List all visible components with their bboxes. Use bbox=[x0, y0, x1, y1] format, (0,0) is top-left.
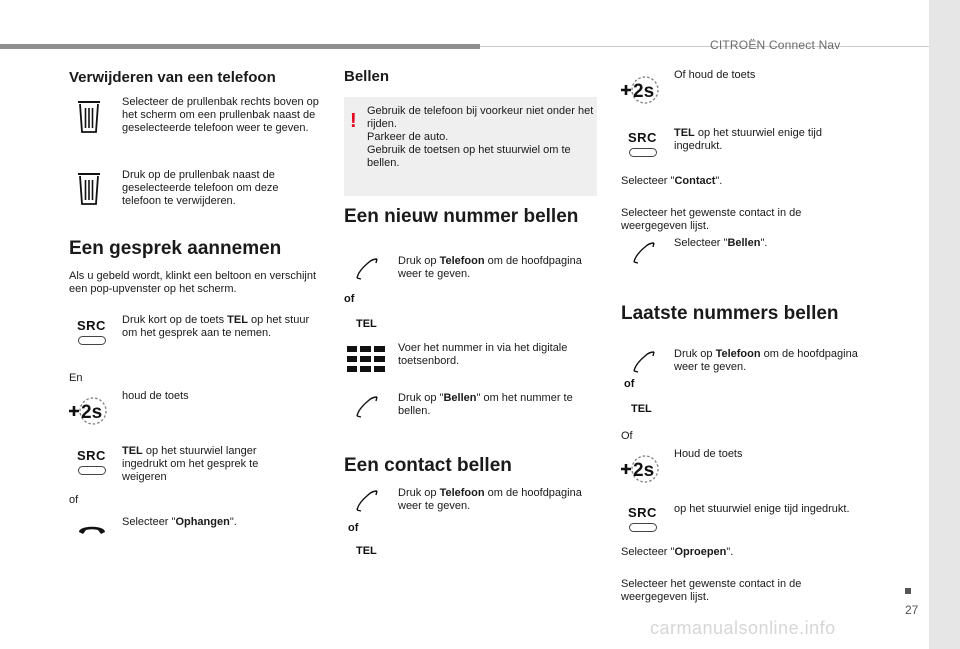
answer-intro: Als u gebeld wordt, klinkt een beltoon en verschijnt een pop-upvenster op het scherm. bbox=[69, 270, 317, 295]
section-title-answer-call: Een gesprek aannemen bbox=[69, 238, 282, 259]
hold-2s-icon bbox=[619, 75, 663, 105]
warning-text: Gebruik de telefoon bij voorkeur niet onder het rijden. Parkeer de auto. Gebruik de toetsen op het stuurwiel om te bellen. bbox=[367, 105, 594, 169]
hangup-step: Selecteer "Ophangen". bbox=[122, 516, 237, 528]
select-desired-contact: Selecteer het gewenste contact in de weergegeven lijst. bbox=[621, 207, 802, 232]
hold-2s-icon bbox=[619, 454, 663, 484]
select-recall-step: Selecteer "Oproepen". bbox=[621, 546, 734, 558]
phone-icon bbox=[354, 488, 380, 514]
or-label: of bbox=[344, 293, 355, 305]
tel-hold-step: TEL op het stuurwiel enige tijd ingedrukt. bbox=[674, 127, 822, 152]
hold-2s-label: 2s bbox=[81, 402, 103, 423]
src-button-icon: SRC bbox=[77, 448, 106, 475]
answer-step-1: Druk kort op de toets TEL op het stuur om het gesprek aan te nemen. bbox=[122, 314, 310, 339]
phone-icon bbox=[631, 240, 657, 266]
tel-button-icon: TEL bbox=[631, 403, 652, 415]
hold-2s-icon bbox=[67, 396, 111, 426]
hold-key-text: houd de toets bbox=[122, 390, 189, 402]
hang-up-icon bbox=[77, 520, 107, 536]
hold-key-text: Of houd de toets bbox=[674, 69, 756, 81]
or-label-upper: Of bbox=[621, 430, 633, 442]
delete-step-1: Selecteer de prullenbak rechts boven op het scherm om een prullenbak naast de geselecteerde telefoon weer te geven. bbox=[122, 96, 319, 134]
trash-icon bbox=[77, 172, 101, 206]
hold-key-text: Houd de toets bbox=[674, 448, 743, 460]
or-label: of bbox=[624, 378, 635, 390]
phone-icon bbox=[354, 256, 380, 282]
select-desired-contact: Selecteer het gewenste contact in de weergegeven lijst. bbox=[621, 578, 802, 603]
tel-button-icon: TEL bbox=[356, 545, 377, 557]
section-title-call-contact: Een contact bellen bbox=[344, 455, 512, 476]
src-button-icon: SRC bbox=[628, 130, 657, 157]
page-side-strip bbox=[929, 0, 960, 649]
src-button-icon: SRC bbox=[628, 505, 657, 532]
section-title-new-number: Een nieuw nummer bellen bbox=[344, 206, 579, 227]
phone-icon bbox=[354, 394, 380, 420]
header-rule bbox=[480, 46, 929, 47]
or-label: of bbox=[348, 522, 359, 534]
select-contact-step: Selecteer "Contact". bbox=[621, 175, 723, 187]
reject-step: TEL op het stuurwiel langer ingedrukt om het gesprek te weigeren bbox=[122, 445, 259, 483]
new-step-2: Voer het nummer in via het digitale toetsenbord. bbox=[398, 342, 568, 367]
tel-button-icon: TEL bbox=[356, 318, 377, 330]
src-button-icon: SRC bbox=[77, 318, 106, 345]
new-step-3: Druk op "Bellen" om het nummer te bellen. bbox=[398, 392, 573, 417]
warning-icon: ! bbox=[350, 110, 357, 132]
and-label: En bbox=[69, 372, 83, 384]
section-title-calls: Bellen bbox=[344, 68, 390, 85]
brand-title: CITROËN Connect Nav bbox=[710, 38, 841, 52]
section-title-delete-phone: Verwijderen van een telefoon bbox=[69, 69, 276, 86]
contact-step-1: Druk op Telefoon om de hoofdpagina weer te geven. bbox=[398, 487, 582, 512]
or-label: of bbox=[69, 494, 79, 506]
page-number: 27 bbox=[905, 603, 919, 617]
select-call-step: Selecteer "Bellen". bbox=[674, 237, 768, 249]
recent-step-1: Druk op Telefoon om de hoofdpagina weer te geven. bbox=[674, 348, 858, 373]
header-bar bbox=[0, 44, 480, 49]
section-title-recent-numbers: Laatste nummers bellen bbox=[621, 303, 839, 324]
page-marker bbox=[905, 588, 911, 594]
new-step-1: Druk op Telefoon om de hoofdpagina weer te geven. bbox=[398, 255, 582, 280]
phone-icon bbox=[631, 349, 657, 375]
trash-icon bbox=[77, 100, 101, 134]
keypad-icon bbox=[347, 346, 385, 372]
delete-step-2: Druk op de prullenbak naast de geselecteerde telefoon om deze telefoon te verwijderen. bbox=[122, 169, 279, 207]
hold-2s-label: 2s bbox=[633, 460, 655, 481]
hold-step-text: op het stuurwiel enige tijd ingedrukt. bbox=[674, 503, 850, 515]
hold-2s-label: 2s bbox=[633, 81, 655, 102]
footer-watermark: carmanualsonline.info bbox=[650, 618, 836, 638]
